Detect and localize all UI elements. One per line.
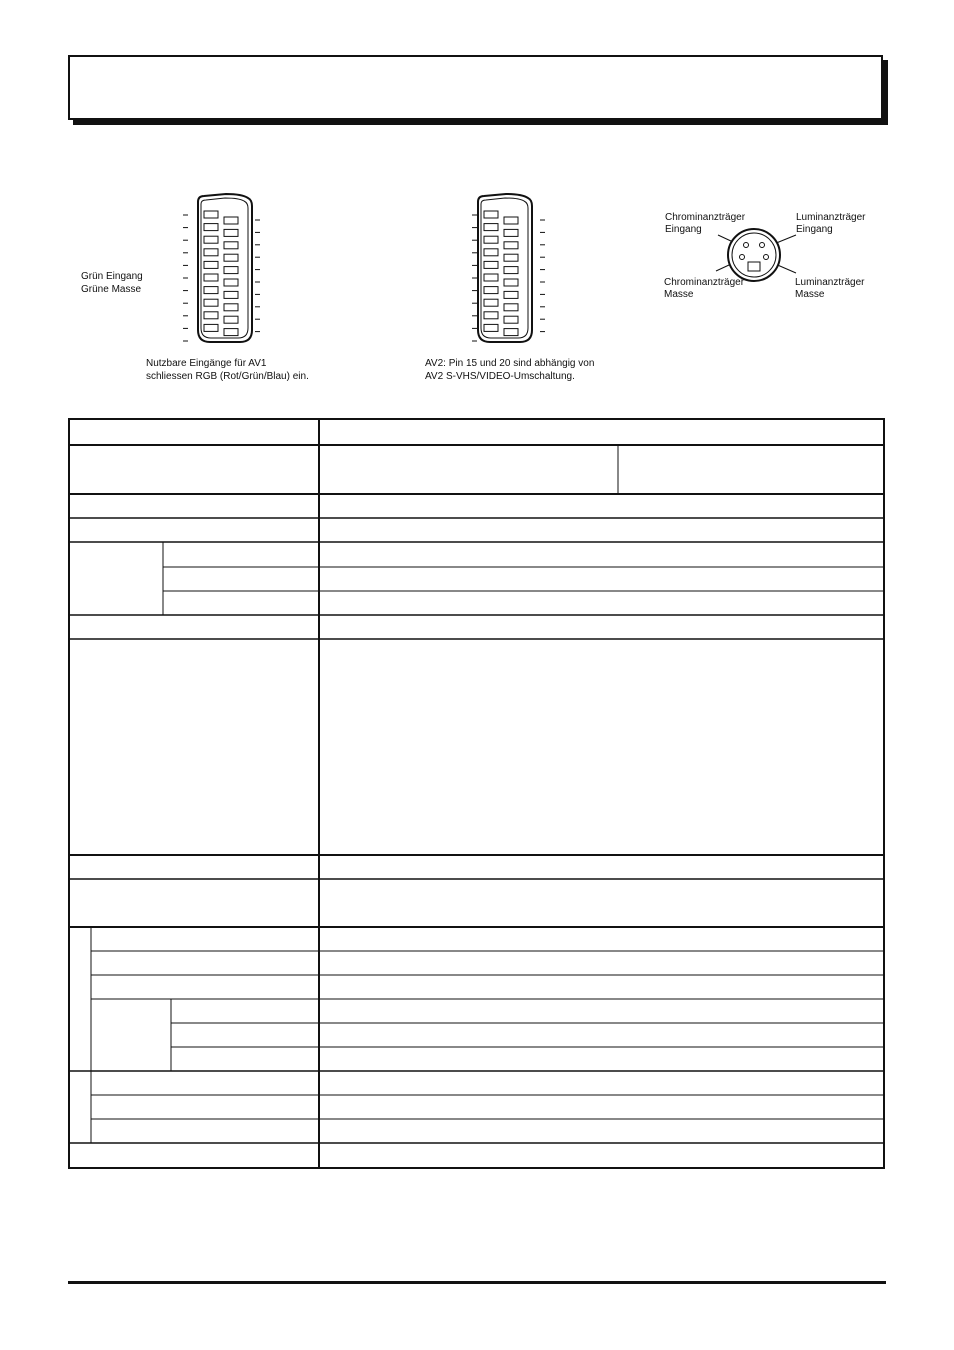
svideo-connector-diagram (700, 215, 810, 285)
scart-pin (504, 291, 518, 298)
av1-caption-line2: schliessen RGB (Rot/Grün/Blau) ein. (146, 371, 309, 382)
scart-pin (204, 299, 218, 306)
scart-pin (504, 279, 518, 286)
scart-pin (204, 261, 218, 268)
scart-pin (224, 279, 238, 286)
scart-pin (504, 242, 518, 249)
scart-pin (224, 291, 238, 298)
scart-pin (204, 274, 218, 281)
scart-pin (204, 324, 218, 331)
av1-pin-label-green-gnd: Grüne Masse (81, 284, 142, 295)
svideo-label-chroma-in-1: Chrominanzträger (665, 212, 746, 223)
scart-pin (484, 224, 498, 231)
svideo-label-luma-in-2: Eingang (796, 224, 833, 235)
av1-caption-line1: Nutzbare Eingänge für AV1 (146, 358, 267, 369)
scart-pin (504, 229, 518, 236)
scart-pin (224, 267, 238, 274)
scart-pin (484, 261, 498, 268)
scart-pin (204, 236, 218, 243)
scart-pin (484, 299, 498, 306)
scart-pin (204, 312, 218, 319)
scart-pin (504, 329, 518, 336)
scart-pin (484, 324, 498, 331)
scart-pin (484, 249, 498, 256)
scart-pin (204, 224, 218, 231)
svideo-label-luma-in-1: Luminanzträger (796, 212, 866, 223)
scart-pin (224, 242, 238, 249)
scart-pin (204, 211, 218, 218)
scart-pin (504, 316, 518, 323)
scart-pin (224, 304, 238, 311)
scart-pin (224, 217, 238, 224)
svideo-label-luma-gnd-1: Luminanzträger (795, 277, 865, 288)
svideo-label-chroma-in-2: Eingang (665, 224, 702, 235)
scart-pin (484, 211, 498, 218)
scart-pin (484, 312, 498, 319)
scart-pin (484, 236, 498, 243)
av2-caption-line1: AV2: Pin 15 und 20 sind abhängig von (425, 358, 595, 369)
svideo-label-chroma-gnd-2: Masse (664, 289, 694, 300)
specifications-table (68, 418, 885, 1169)
scart-pin (484, 287, 498, 294)
svideo-label-chroma-gnd-1: Chrominanzträger (664, 277, 745, 288)
scart-pin (224, 329, 238, 336)
av1-pin-label-green-in: Grün Eingang (81, 271, 143, 282)
scart-av1-connector-diagram (180, 192, 265, 352)
scart-pin (504, 304, 518, 311)
scart-pin (484, 274, 498, 281)
scart-pin (504, 254, 518, 261)
scart-pin (504, 217, 518, 224)
scart-pin (504, 267, 518, 274)
scart-pin (224, 229, 238, 236)
scart-pin (204, 249, 218, 256)
page-title-box (68, 55, 883, 120)
av2-caption-line2: AV2 S-VHS/VIDEO-Umschaltung. (425, 371, 575, 382)
footer-rule (68, 1281, 886, 1284)
scart-pin (204, 287, 218, 294)
svideo-label-luma-gnd-2: Masse (795, 289, 825, 300)
scart-pin (224, 316, 238, 323)
scart-av2-connector-diagram (470, 192, 555, 352)
scart-pin (224, 254, 238, 261)
